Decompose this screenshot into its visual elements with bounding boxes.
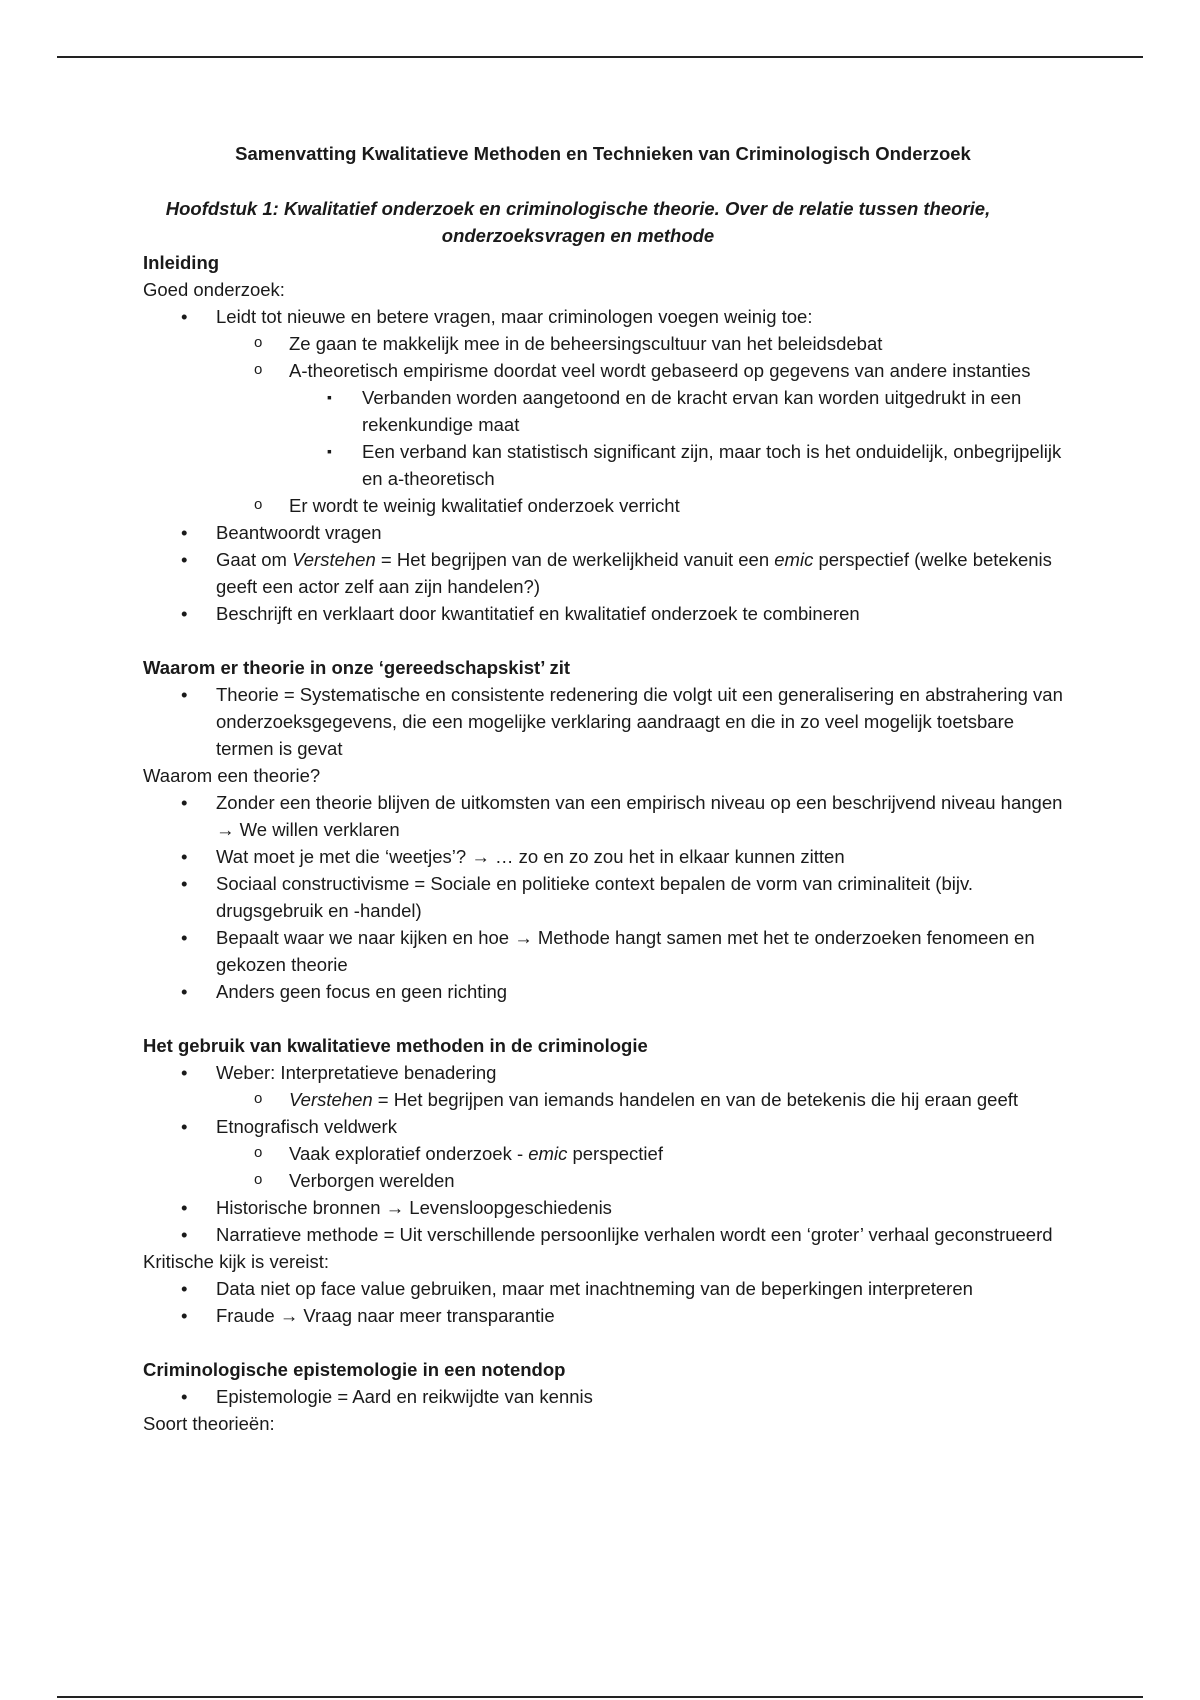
list-item: • Narratieve methode = Uit verschillende persoonlijke verhalen wordt een ‘groter’ verhaal geconstrueerd [143,1221,1063,1248]
bullet-list [143,1275,1063,1329]
list-item: • Wat moet je met die ‘weetjes’? → … zo en zo zou het in elkaar kunnen zitten [143,843,1063,870]
section-intro: Soort theorieën: [143,1413,275,1434]
list-item: • Gaat om Verstehen = Het begrijpen van de werkelijkheid vanuit een emic perspectief (welke betekenis geeft een actor zelf aan zijn handelen?) [143,546,1063,600]
list-item: o Vaak exploratief onderzoek - emic perspectief [216,1140,1063,1167]
header-rule [57,56,1143,58]
list-item: o Verstehen = Het begrijpen van iemands handelen en van de betekenis die hij eraan geeft [216,1086,1063,1113]
footer-rule [57,1696,1143,1698]
section-heading-epistemologie: Criminologische epistemologie in een notendop [143,1359,566,1380]
list-item: o Er wordt te weinig kwalitatief onderzoek verricht [216,492,1063,519]
sub-list [216,1140,1063,1194]
list-item: o A-theoretisch empirisme doordat veel wordt gebaseerd op gegevens van andere instanties ▪ Verbanden worden aangetoond en de kracht ervan kan worden uitgedrukt in een rekenkundige maat ▪ Een verband kan statistisch significant zijn, maar toch is het onduidelijk, onbegrijpelijk en a-theoretisch [216,357,1063,492]
list-item: • Etnografisch veldwerk o Vaak exploratief onderzoek - emic perspectief o Verborgen werelden [143,1113,1063,1194]
list-item: ▪ Een verband kan statistisch significant zijn, maar toch is het onduidelijk, onbegrijpelijk en a-theoretisch [289,438,1063,492]
bullet-list [143,1059,1063,1248]
list-item: • Data niet op face value gebruiken, maar met inachtneming van de beperkingen interpreteren [143,1275,1063,1302]
list-item: • Fraude → Vraag naar meer transparantie [143,1302,1063,1329]
bullet-list [143,681,1063,762]
bullet-list [143,303,1063,627]
document-body [143,140,1063,1437]
section-intro: Kritische kijk is vereist: [143,1251,330,1272]
sub-list [216,330,1063,519]
list-item: • Leidt tot nieuwe en betere vragen, maar criminologen voegen weinig toe: o Ze gaan te makkelijk mee in de beheersingscultuur van het beleidsdebat o A-theoretisch empirisme doordat veel wordt gebaseerd op gegevens van andere instanties ▪ Verbanden worden aangetoond en de kracht ervan kan worden uitgedrukt in een rekenkundige maat ▪ Een verband kan statistisch significant zijn, maar toch is het onduidelijk, onbegrijpelijk en a-theoretisch o Er wordt te weinig kwalitatief onderzoek verricht [143,303,1063,519]
list-item: • Zonder een theorie blijven de uitkomsten van een empirisch niveau op een beschrijvend niveau hangen → We willen verklaren [143,789,1063,843]
section-intro: Goed onderzoek: [143,279,285,300]
chapter-title: Hoofdstuk 1: Kwalitatief onderzoek en criminologische theorie. Over de relatie tussen theorie, onderzoeksvragen en methode [165,198,991,246]
section-intro: Waarom een theorie? [143,765,321,786]
bullet-list [143,1383,1063,1410]
list-item: • Sociaal constructivisme = Sociale en politieke context bepalen de vorm van criminaliteit (bijv. drugsgebruik en -handel) [143,870,1063,924]
section-heading-kwalitatieve-methoden: Het gebruik van kwalitatieve methoden in de criminologie [143,1035,648,1056]
list-item: • Theorie = Systematische en consistente redenering die volgt uit een generalisering en abstrahering van onderzoeksgegevens, die een mogelijke verklaring aandraagt en die in zo veel mogelijk toetsbare termen is gevat [143,681,1063,762]
sub-list [216,1086,1063,1113]
bullet-list [143,789,1063,1005]
list-item: o Ze gaan te makkelijk mee in de beheersingscultuur van het beleidsdebat [216,330,1063,357]
section-heading-inleiding: Inleiding [143,252,220,273]
list-item: • Historische bronnen → Levensloopgeschiedenis [143,1194,1063,1221]
list-item: • Epistemologie = Aard en reikwijdte van kennis [143,1383,1063,1410]
list-item: • Beantwoordt vragen [143,519,1063,546]
list-item: • Weber: Interpretatieve benadering o Verstehen = Het begrijpen van iemands handelen en van de betekenis die hij eraan geeft [143,1059,1063,1113]
list-item: • Anders geen focus en geen richting [143,978,1063,1005]
list-item: • Beschrijft en verklaart door kwantitatief en kwalitatief onderzoek te combineren [143,600,1063,627]
section-heading-theorie: Waarom er theorie in onze ‘gereedschapskist’ zit [143,657,570,678]
sub-sub-list [289,384,1063,492]
list-item: • Bepaalt waar we naar kijken en hoe → Methode hangt samen met het te onderzoeken fenomeen en gekozen theorie [143,924,1063,978]
list-item: ▪ Verbanden worden aangetoond en de kracht ervan kan worden uitgedrukt in een rekenkundige maat [289,384,1063,438]
list-item: o Verborgen werelden [216,1167,1063,1194]
document-title: Samenvatting Kwalitatieve Methoden en Technieken van Criminologisch Onderzoek [235,143,971,164]
